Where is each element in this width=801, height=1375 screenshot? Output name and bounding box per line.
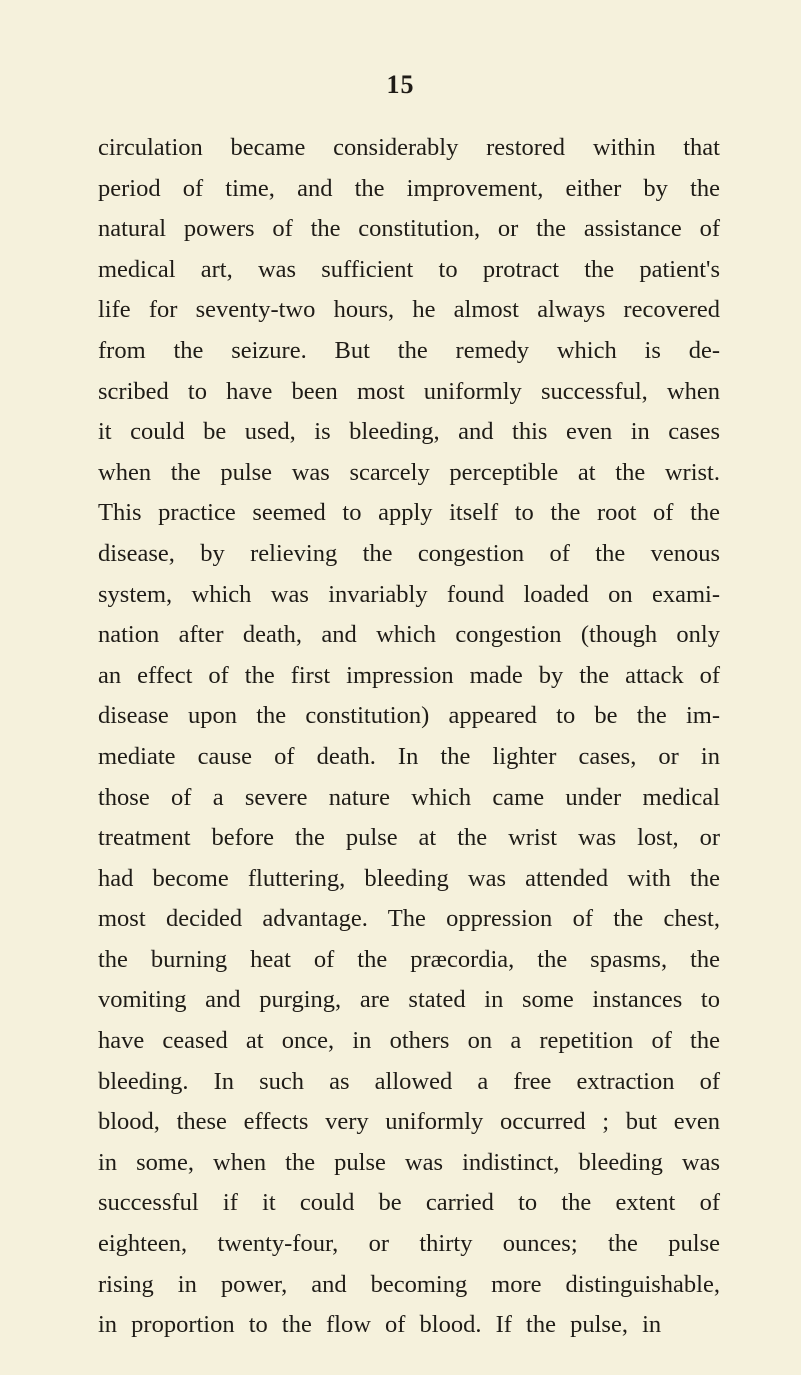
text-line: successful if it could be carried to the extent of — [98, 1189, 720, 1217]
text-line: most decided advantage. The oppression of the chest, — [98, 905, 720, 933]
text-line: it could be used, is bleeding, and this even in cases — [98, 418, 720, 446]
text-line: an effect of the first impression made by the attack of — [98, 661, 720, 689]
text-line: from the seizure. But the remedy which is de- — [98, 336, 720, 364]
page-number: 15 — [386, 70, 415, 99]
text-line: This practice seemed to apply itself to the root of the — [98, 499, 720, 527]
body-text — [98, 128, 720, 1346]
text-line: vomiting and purging, are stated in some instances to — [98, 986, 720, 1014]
text-line: natural powers of the constitution, or the assistance of — [98, 215, 720, 243]
text-line: rising in power, and becoming more distinguishable, — [98, 1270, 720, 1298]
text-line: bleeding. In such as allowed a free extraction of — [98, 1067, 720, 1095]
text-line: system, which was invariably found loaded on exami- — [98, 580, 720, 608]
text-line: when the pulse was scarcely perceptible at the wrist. — [98, 458, 720, 486]
text-line: in proportion to the flow of blood. If the pulse, in — [98, 1311, 662, 1339]
text-line: circulation became considerably restored within that — [98, 134, 720, 161]
text-line: eighteen, twenty-four, or thirty ounces; the pulse — [98, 1230, 720, 1258]
text-line: in some, when the pulse was indistinct, bleeding was — [98, 1148, 720, 1176]
text-line: disease, by relieving the congestion of the venous — [98, 539, 720, 567]
text-line: mediate cause of death. In the lighter cases, or in — [98, 742, 720, 770]
text-line: the burning heat of the præcordia, the spasms, the — [98, 945, 720, 973]
text-line: life for seventy-two hours, he almost always recovered — [98, 296, 720, 324]
text-line: scribed to have been most uniformly successful, when — [98, 377, 720, 405]
text-line: blood, these effects very uniformly occurred ; but even — [98, 1108, 720, 1136]
text-line: have ceased at once, in others on a repetition of the — [98, 1027, 720, 1055]
text-line: period of time, and the improvement, either by the — [98, 174, 720, 202]
text-line: those of a severe nature which came under medical — [98, 783, 720, 811]
text-line: had become fluttering, bleeding was attended with the — [98, 864, 720, 892]
text-line: nation after death, and which congestion (though only — [98, 621, 720, 649]
text-line: treatment before the pulse at the wrist was lost, or — [98, 824, 720, 852]
text-line: medical art, was sufficient to protract the patient's — [98, 255, 720, 283]
text-line: disease upon the constitution) appeared to be the im- — [98, 702, 720, 730]
